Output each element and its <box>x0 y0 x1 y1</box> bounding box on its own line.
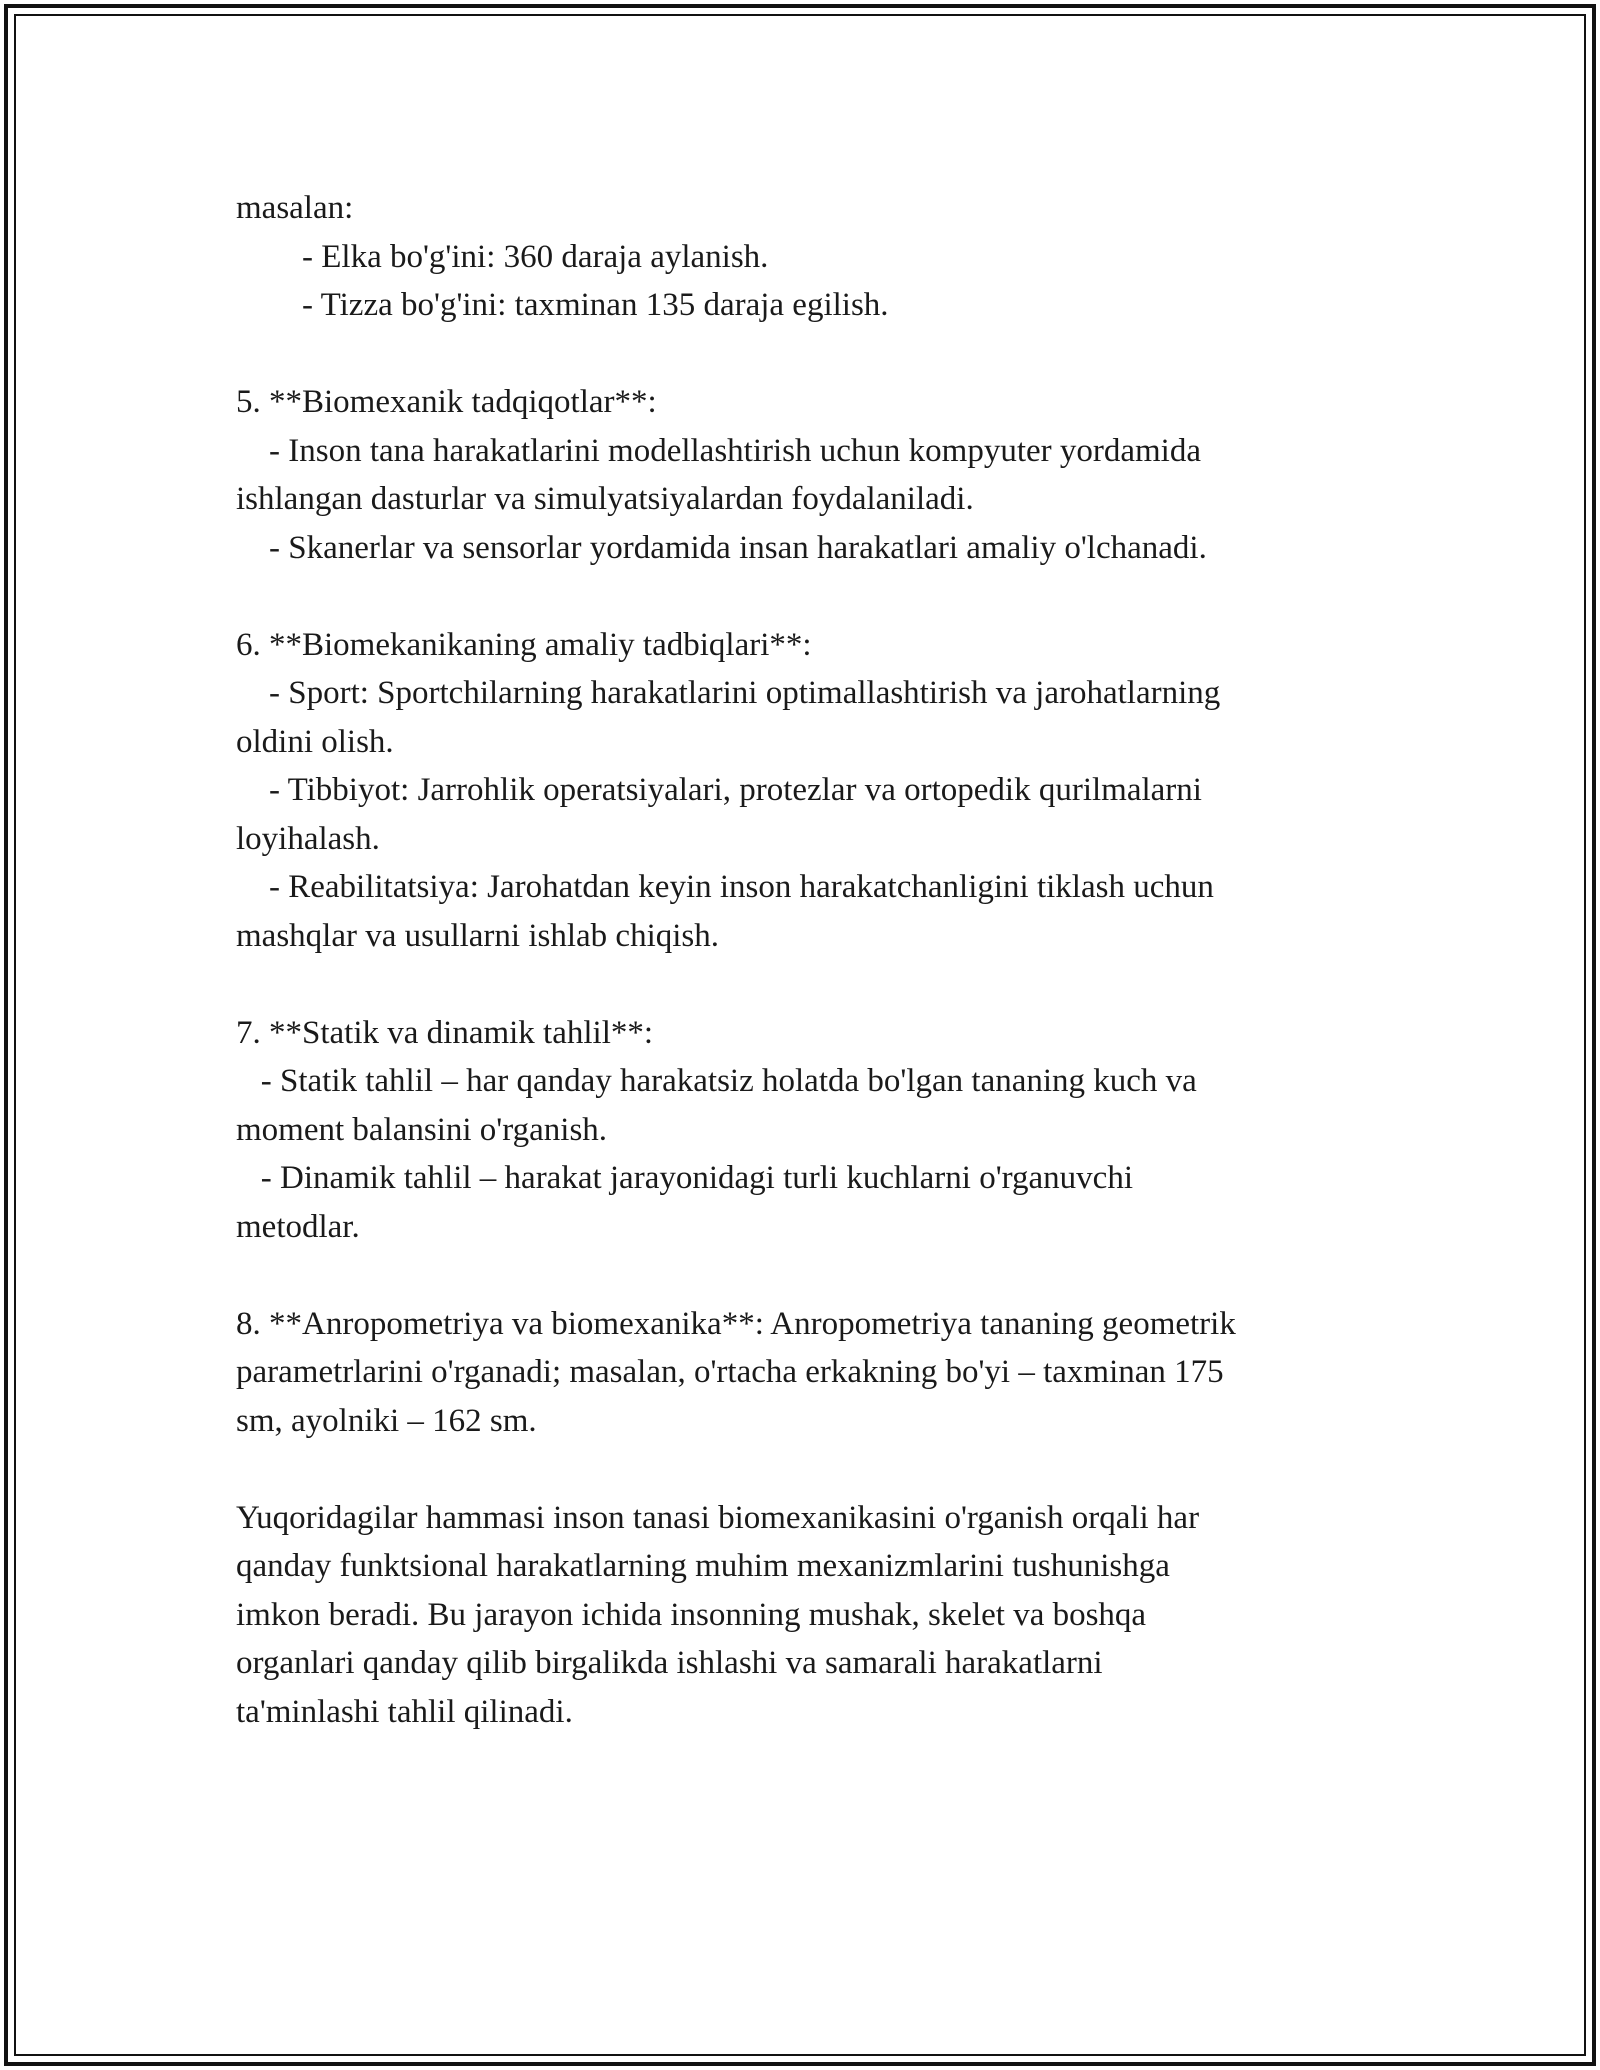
conclusion-line: organlari qanday qilib birgalikda ishlashi va samarali harakatlarni <box>236 1645 1103 1681</box>
section-heading: 7. **Statik va dinamik tahlil**: <box>236 1014 654 1051</box>
section-heading: 5. **Biomexanik tadqiqotlar**: <box>236 384 657 420</box>
section-line: sm, ayolniki – 162 sm. <box>236 1402 537 1439</box>
section-static-dynamic-analysis <box>236 1009 1386 1252</box>
conclusion-paragraph <box>236 1494 1386 1737</box>
section-line: - Skanerlar va sensorlar yordamida insan harakatlari amaliy o'lchanadi. <box>236 529 1207 566</box>
section-anthropometry <box>236 1300 1386 1446</box>
paragraph-spacer <box>236 572 1386 621</box>
section-line: mashqlar va usullarni ishlab chiqish. <box>236 917 719 954</box>
section-line: ishlangan dasturlar va simulyatsiyalardan foydalaniladi. <box>236 481 974 517</box>
paragraph-spacer <box>236 960 1386 1009</box>
joint-item-shoulder: - Elka bo'g'ini: 360 daraja aylanish. <box>236 238 769 275</box>
section-biomechanical-research <box>236 378 1386 572</box>
section-line: - Reabilitatsiya: Jarohatdan keyin inson harakatchanligini tiklash uchun <box>236 869 1214 905</box>
section-line: 8. **Anropometriya va biomexanika**: Anropometriya tananing geometrik <box>236 1305 1236 1342</box>
section-line: - Inson tana harakatlarini modellashtirish uchun kompyuter yordamida <box>236 432 1201 469</box>
section-line: loyihalash. <box>236 820 380 857</box>
section-line: metodlar. <box>236 1208 360 1245</box>
conclusion-line: imkon beradi. Bu jarayon ichida insonning mushak, skelet va boshqa <box>236 1596 1147 1633</box>
conclusion-line: qanday funktsional harakatlarning muhim mexanizmlarini tushunishga <box>236 1548 1170 1584</box>
paragraph-spacer <box>236 1445 1386 1494</box>
section-practical-applications <box>236 621 1386 961</box>
joint-item-knee: - Tizza bo'g'ini: taxminan 135 daraja egilish. <box>236 287 889 323</box>
intro-text: masalan: <box>236 190 354 226</box>
paragraph-spacer <box>236 1251 1386 1300</box>
section-heading: 6. **Biomekanikaning amaliy tadbiqlari**: <box>236 626 812 663</box>
section-line: oldini olish. <box>236 723 394 760</box>
conclusion-line: Yuqoridagilar hammasi inson tanasi biomexanikasini o'rganish orqali har <box>236 1499 1200 1536</box>
section-line: - Dinamik tahlil – harakat jarayonidagi turli kuchlarni o'rganuvchi <box>236 1160 1133 1196</box>
section-line: - Statik tahlil – har qanday harakatsiz holatda bo'lgan tananing kuch va <box>236 1063 1197 1099</box>
section-line: - Tibbiyot: Jarrohlik operatsiyalari, protezlar va ortopedik qurilmalarni <box>236 772 1202 808</box>
document-body <box>236 184 1386 1736</box>
section-line: - Sport: Sportchilarning harakatlarini optimallashtirish va jarohatlarning <box>236 675 1221 711</box>
conclusion-line: ta'minlashi tahlil qilinadi. <box>236 1693 573 1730</box>
paragraph-spacer <box>236 330 1386 379</box>
section-line: moment balansini o'rganish. <box>236 1111 608 1148</box>
section-line: parametrlarini o'rganadi; masalan, o'rtacha erkakning bo'yi – taxminan 175 <box>236 1354 1224 1390</box>
